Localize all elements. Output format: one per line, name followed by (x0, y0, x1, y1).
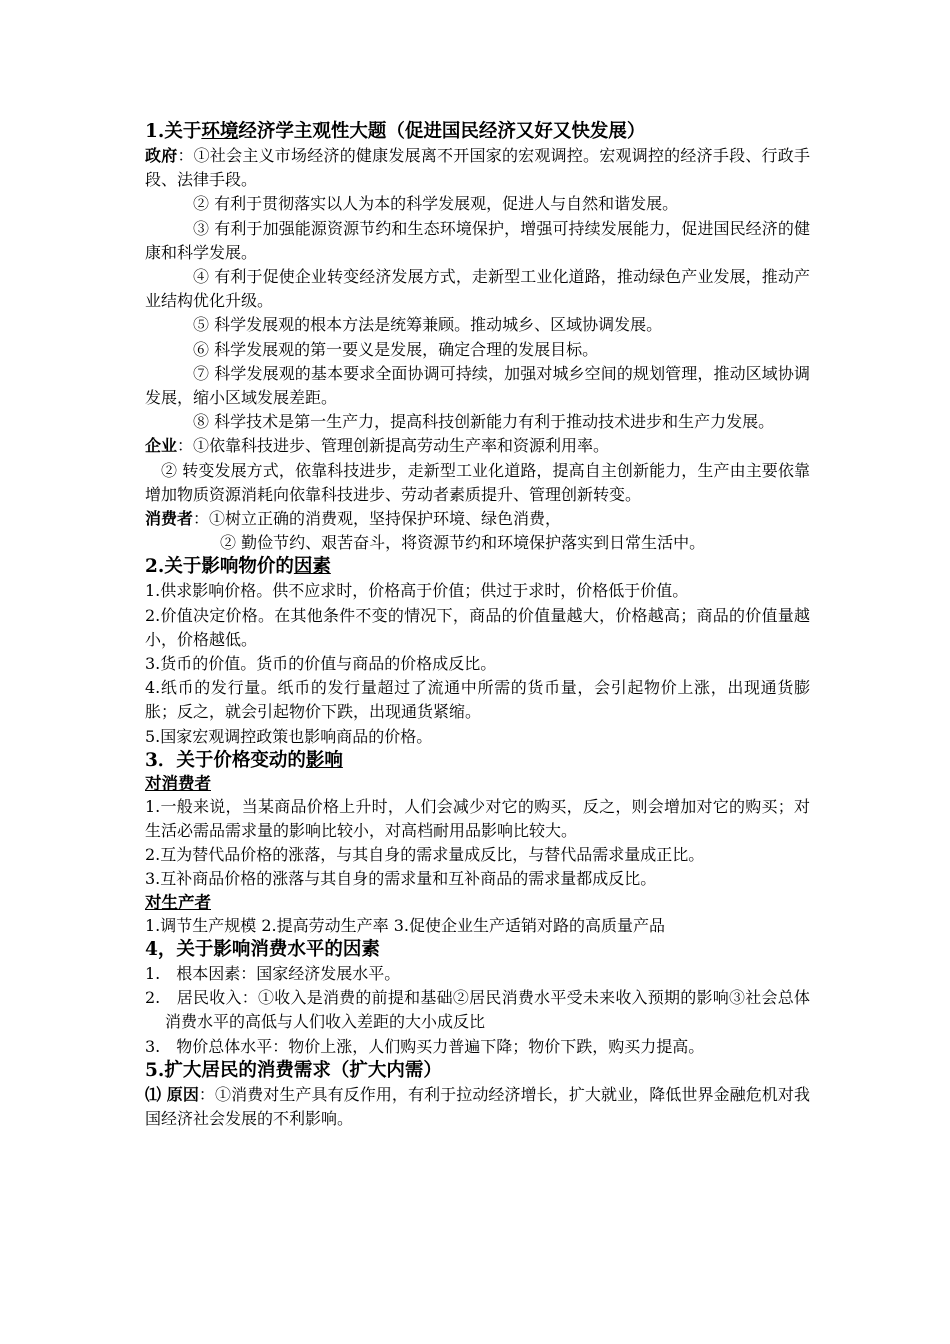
section-5-title: 5.扩大居民的消费需求（扩大内需） (145, 1059, 442, 1081)
government-paragraph: 政府：①社会主义市场经济的健康发展离不开国家的宏观调控。宏观调控的经济手段、行政手段、法律手段。 (145, 146, 810, 190)
list-item: 3. 物价总体水平：物价上涨，人们购买力普遍下降；物价下跌，购买力提高。 (145, 1036, 705, 1056)
list-item: 3.货币的价值。货币的价值与商品的价格成反比。 (145, 654, 497, 674)
reason-paragraph: ⑴ 原因：①消费对生产具有反作用，有利于拉动经济增长，扩大就业，降低世界金融危机对我国经济社会发展的不利影响。 (145, 1084, 810, 1128)
section-3-title: 3．关于价格变动的影响 (145, 749, 343, 771)
enterprise-item: ② 转变发展方式，依靠科技进步，走新型工业化道路，提高自主创新能力，生产由主要依靠增加物质资源消耗向依靠科技进步、劳动者素质提升、管理创新转变。 (145, 460, 810, 504)
government-item: ② 有利于贯彻落实以人为本的科学发展观，促进人与自然和谐发展。 (193, 194, 679, 214)
government-item: ③ 有利于加强能源资源节约和生态环境保护，增强可持续发展能力，促进国民经济的健康和科学发展。 (145, 218, 810, 262)
list-item: 3.互补商品价格的涨落与其自身的需求量和互补商品的需求量都成反比。 (145, 869, 657, 889)
list-item: 5.国家宏观调控政策也影响商品的价格。 (145, 726, 433, 746)
list-item: 1.调节生产规模 2.提高劳动生产率 3.促使企业生产适销对路的高质量产品 (145, 915, 665, 935)
list-item: 2. 居民收入：①收入是消费的前提和基础②居民消费水平受未来收入预期的影响③社会总体消费水平的高低与人们收入差距的大小成反比 (145, 988, 810, 1032)
list-item: 1. 根本因素：国家经济发展水平。 (145, 963, 401, 983)
list-item: 1.一般来说，当某商品价格上升时，人们会减少对它的购买，反之，则会增加对它的购买；对生活必需品需求量的影响比较小，对高档耐用品影响比较大。 (145, 796, 810, 841)
subheading-producers: 对生产者 (145, 892, 211, 912)
consumer-paragraph: 消费者：①树立正确的消费观，坚持保护环境、绿色消费， (145, 509, 562, 529)
list-item: 2.价值决定价格。在其他条件不变的情况下，商品的价值量越大，价格越高；商品的价值量越小，价格越低。 (145, 605, 810, 649)
government-item: ⑤ 科学发展观的根本方法是统筹兼顾。推动城乡、区域协调发展。 (193, 315, 663, 335)
consumer-item: ② 勤俭节约、艰苦奋斗，将资源节约和环境保护落实到日常生活中。 (220, 533, 706, 553)
document-page (145, 120, 810, 1131)
government-item: ⑧ 科学技术是第一生产力，提高科技创新能力有利于推动技术进步和生产力发展。 (193, 412, 775, 432)
subheading-consumers: 对消费者 (145, 773, 211, 793)
government-item: ⑦ 科学发展观的基本要求全面协调可持续，加强对城乡空间的规划管理，推动区域协调发展，缩小区域发展差距。 (145, 363, 810, 408)
section-4-title: 4，关于影响消费水平的因素 (145, 938, 380, 960)
list-item: 2.互为替代品价格的涨落，与其自身的需求量成反比，与替代品需求量成正比。 (145, 845, 705, 865)
government-item: ⑥ 科学发展观的第一要义是发展，确定合理的发展目标。 (193, 339, 599, 359)
list-item: 1.供求影响价格。供不应求时，价格高于价值；供过于求时，价格低于价值。 (145, 581, 689, 601)
enterprise-paragraph: 企业：①依靠科技进步、管理创新提高劳动生产率和资源利用率。 (145, 436, 610, 456)
government-item: ④ 有利于促使企业转变经济发展方式，走新型工业化道路，推动绿色产业发展，推动产业结构优化升级。 (145, 267, 810, 311)
section-1-title: 1.关于环境经济学主观性大题（促进国民经济又好又快发展） (145, 121, 646, 142)
section-2-title: 2.关于影响物价的因素 (145, 556, 331, 578)
list-item: 4.纸币的发行量。纸币的发行量超过了流通中所需的货币量，会引起物价上涨，出现通货膨胀；反之，就会引起物价下跌，出现通货紧缩。 (145, 678, 810, 722)
